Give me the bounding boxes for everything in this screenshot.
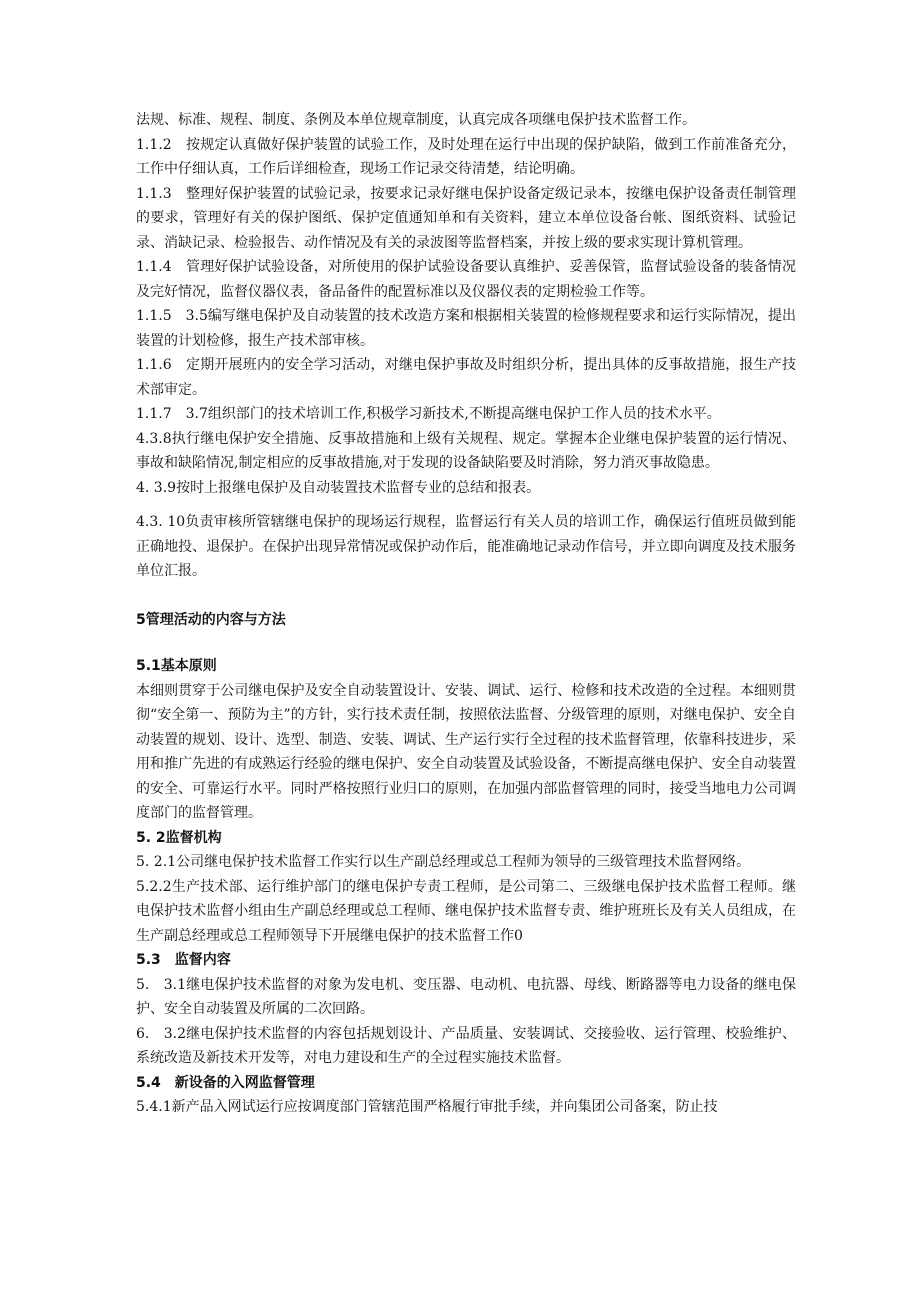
paragraph-1-1-4: 1.1.4 管理好保护试验设备，对所使用的保护试验设备要认真维护、妥善保管，监督试验设备的装备情况及完好情况，监督仪器仪表，备品备件的配置标准以及仪器仪表的定期检验工作等。	[136, 259, 796, 300]
section-5-4-title: 5.4 新设备的入网监督管理	[136, 1074, 315, 1091]
section-5-2-title: 5. 2监督机构	[136, 829, 222, 846]
paragraph-4-3-9: 4. 3.9按时上报继电保护及自动装置技术监督专业的总结和报表。	[136, 479, 541, 496]
paragraph-1-1-7: 1.1.7 3.7组织部门的技术培训工作,积极学习新技术,不断提高继电保护工作人员的技术水平。	[136, 406, 721, 422]
paragraph: 法规、标准、规程、制度、条例及本单位规章制度，认真完成各项继电保护技术监督工作。	[136, 112, 696, 128]
paragraph-1-1-6: 1.1.6 定期开展班内的安全学习活动，对继电保护事故及时组织分析，提出具体的反事故措施，报生产技术部审定。	[136, 357, 796, 398]
paragraph-1-1-2: 1.1.2 按规定认真做好保护装置的试验工作，及时处理在运行中出现的保护缺陷，做到工作前准备充分，工作中仔细认真，工作后详细检查，现场工作记录交待清楚，结论明确。	[136, 136, 796, 177]
paragraph-1-1-3: 1.1.3 整理好保护装置的试验记录，按要求记录好继电保护设备定级记录本，按继电保护设备责任制管理的要求，管理好有关的保护图纸、保护定值通知单和有关资料，建立本单位设备台帐、图纸资料、试验记录、消缺记录、检验报告、动作情况及有关的录波图等监督档案，并按上级的要求实现计算机管理。	[136, 185, 796, 251]
paragraph-5-3-2: 6. 3.2继电保护技术监督的内容包括规划设计、产品质量、安装调试、交接验收、运行管理、校验维护、系统改造及新技术开发等，对电力建设和生产的全过程实施技术监督。	[136, 1025, 796, 1066]
paragraph-5-2-1: 5. 2.1公司继电保护技术监督工作实行以生产副总经理或总工程师为领导的三级管理技术监督网络。	[136, 854, 751, 870]
paragraph-4-3-8: 4.3.8执行继电保护安全措施、反事故措施和上级有关规程、规定。掌握本企业继电保护装置的运行情况、事故和缺陷情况,制定相应的反事故措施,对于发现的设备缺陷要及时消除，努力消灭事故隐患。	[136, 430, 796, 471]
section-5-title: 5管理活动的内容与方法	[136, 611, 286, 628]
paragraph-1-1-5: 1.1.5 3.5编写继电保护及自动装置的技术改造方案和根据相关装置的检修规程要求和运行实际情况，提出装置的计划检修，报生产技术部审核。	[136, 308, 796, 349]
paragraph-5-4-1: 5.4.1新产品入网试运行应按调度部门管辖范围严格履行审批手续，并向集团公司备案，防止技	[136, 1099, 718, 1115]
paragraph-5-3-1: 5. 3.1继电保护技术监督的对象为发电机、变压器、电动机、电抗器、母线、断路器等电力设备的继电保护、安全自动装置及所属的二次回路。	[136, 976, 796, 1017]
document-page	[136, 108, 796, 1120]
section-5-3-title: 5.3 监督内容	[136, 952, 231, 968]
section-5-1-text: 本细则贯穿于公司继电保护及安全自动装置设计、安装、调试、运行、检修和技术改造的全过程。本细则贯彻“安全第一、预防为主”的方针，实行技术责任制，按照依法监督、分级管理的原则，对继电保护、安全自动装置的规划、设计、选型、制造、安装、调试、生产运行实行全过程的技术监督管理，依靠科技进步，采用和推广先进的有成熟运行经验的继电保护、安全自动装置及试验设备，不断提高继电保护、安全自动装置的安全、可靠运行水平。同时严格按照行业归口的原则，在加强内部监督管理的同时，接受当地电力公司调度部门的监督管理。	[136, 682, 796, 821]
section-5-1-title: 5.1基本原则	[136, 658, 217, 674]
paragraph-4-3-10: 4.3. 10负责审核所管辖继电保护的现场运行规程，监督运行有关人员的培训工作，确保运行值班员做到能正确地投、退保护。在保护出现异常情况或保护动作后，能准确地记录动作信号，并立即向调度及技术服务单位汇报。	[136, 514, 796, 579]
paragraph-5-2-2: 5.2.2生产技术部、运行维护部门的继电保护专责工程师，是公司第二、三级继电保护技术监督工程师。继电保护技术监督小组由生产副总经理或总工程师、继电保护技术监督专责、维护班班长及有关人员组成，在生产副总经理或总工程师领导下开展继电保护的技术监督工作0	[136, 878, 796, 944]
